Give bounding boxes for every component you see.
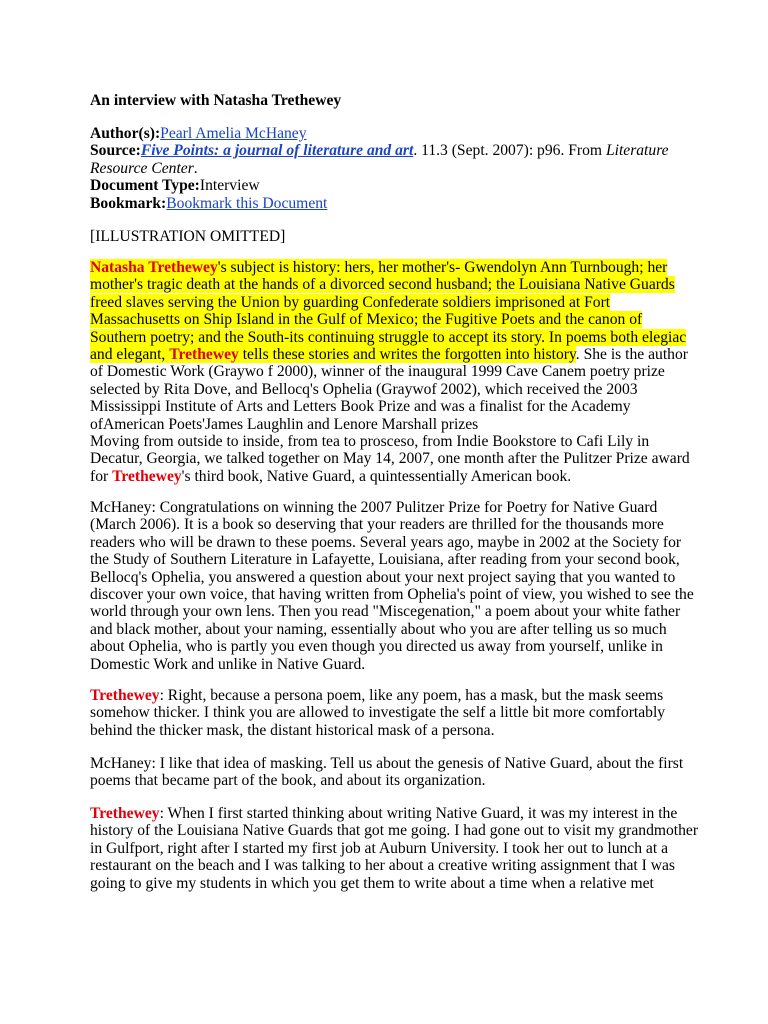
article-title: An interview with Natasha Trethewey: [90, 92, 342, 109]
author-row: [90, 125, 690, 142]
author-label: Author(s):: [90, 125, 161, 142]
speaker-name: Trethewey: [90, 805, 160, 822]
source-label: Source:: [90, 142, 141, 160]
author-link[interactable]: Pearl Amelia McHaney: [160, 125, 307, 142]
intro-paragraph: Natasha Trethewey's subject is history: hers, her mother's- Gwendolyn Ann Turnbough; her mother's tragic death at the hands of a divorced second husband; the Louisiana Native Guards freed slaves serving the Union by guarding Confederate soldiers imprisoned at Fort Massachusetts on Ship Island in the Gulf of Mexico; the Fugitive Poets and the canon of Southern poetry; and the South-its continuing struggle to accept its story. In poems both elegiac and elegant, Trethewey tells these stories and writes the forgotten into history. She is the author of Domestic Work (Graywo f 2000), winner of the inaugural 1999 Cave Canem poetry prize selected by Rita Dove, and Bellocq's Ophelia (Graywof 2002), which received the 2003 Mississippi Institute of Arts and Letters Book Prize and was a finalist for the Academy ofAmerican Poets'James Laughlin and Lenore Marshall prizes Moving from outside to inside, from tea to prosceso, from Indie Bookstore to Cafi Lily in Decatur, Georgia, we talked together on May 14, 2007, one month after the Pulitzer Prize award for Trethewey's third book, Native Guard, a quintessentially American book.: [90, 259, 690, 485]
highlighted-name: Natasha Trethewey: [90, 259, 218, 276]
bookmark-row: [90, 195, 690, 212]
doctype-row: [90, 177, 690, 194]
bookmark-link[interactable]: Bookmark this Document: [166, 194, 328, 212]
trethewey-answer-paragraph: Trethewey: Right, because a persona poem, like any poem, has a mask, but the mask seems somehow thicker. I think you are allowed to investigate the self a little bit more comfortably behind the thicker mask, the distant historical mask of a persona.: [90, 687, 666, 739]
highlighted-name: Trethewey: [112, 467, 182, 485]
speaker-name: Trethewey: [90, 687, 160, 704]
bookmark-label: Bookmark:: [90, 194, 167, 212]
highlighted-name: Trethewey: [169, 346, 239, 364]
source-end: .: [193, 159, 198, 177]
source-row: [90, 142, 690, 177]
source-detail: . 11.3 (Sept. 2007): p96. From: [413, 142, 606, 160]
illustration-omitted-note: [ILLUSTRATION OMITTED]: [90, 228, 286, 245]
mchaney-question-paragraph: McHaney: Congratulations on winning the 2007 Pulitzer Prize for Poetry for Native Guard (March 2006). It is a book so deserving that your readers are thrilled for the thousands more readers who will be drawn to these poems. Several years ago, maybe in 2002 at the Society for the Study of Southern Literature in Lafayette, Louisiana, after reading from your second book, Bellocq's Ophelia, you answered a question about your next project saying that you wanted to discover your own voice, that having written from Ophelia's point of view, you wished to see the world through your own lens. Then you read "Miscegenation," a poem about your white father and black mother, about your naming, essentially about who you are after telling us so much about Ophelia, who is partly you even though you directed us away from yourself, unlike in Domestic Work and unlike in Native Guard.: [90, 499, 694, 673]
mchaney-question-paragraph: McHaney: I like that idea of masking. Tell us about the genesis of Native Guard, about the first poems that became part of the book, and about its organization.: [90, 755, 684, 790]
doctype-value: Interview: [199, 177, 260, 195]
source-journal-link[interactable]: Five Points: a journal of literature and art: [140, 142, 414, 160]
source-database: Literature Resource Center: [90, 142, 669, 177]
doctype-label: Document Type:: [90, 177, 200, 195]
trethewey-answer-paragraph: Trethewey: When I first started thinking about writing Native Guard, it was my interest in the history of the Louisiana Native Guards that got me going. I had gone out to visit my grandmother in Gulfport, right after I started my first job at Auburn University. I took her out to lunch at a restaurant on the beach and I was talking to her about a creative writing assignment that I was going to give my students in which you get them to write about a time when a relative met: [90, 805, 699, 892]
article-metadata: [90, 125, 690, 212]
